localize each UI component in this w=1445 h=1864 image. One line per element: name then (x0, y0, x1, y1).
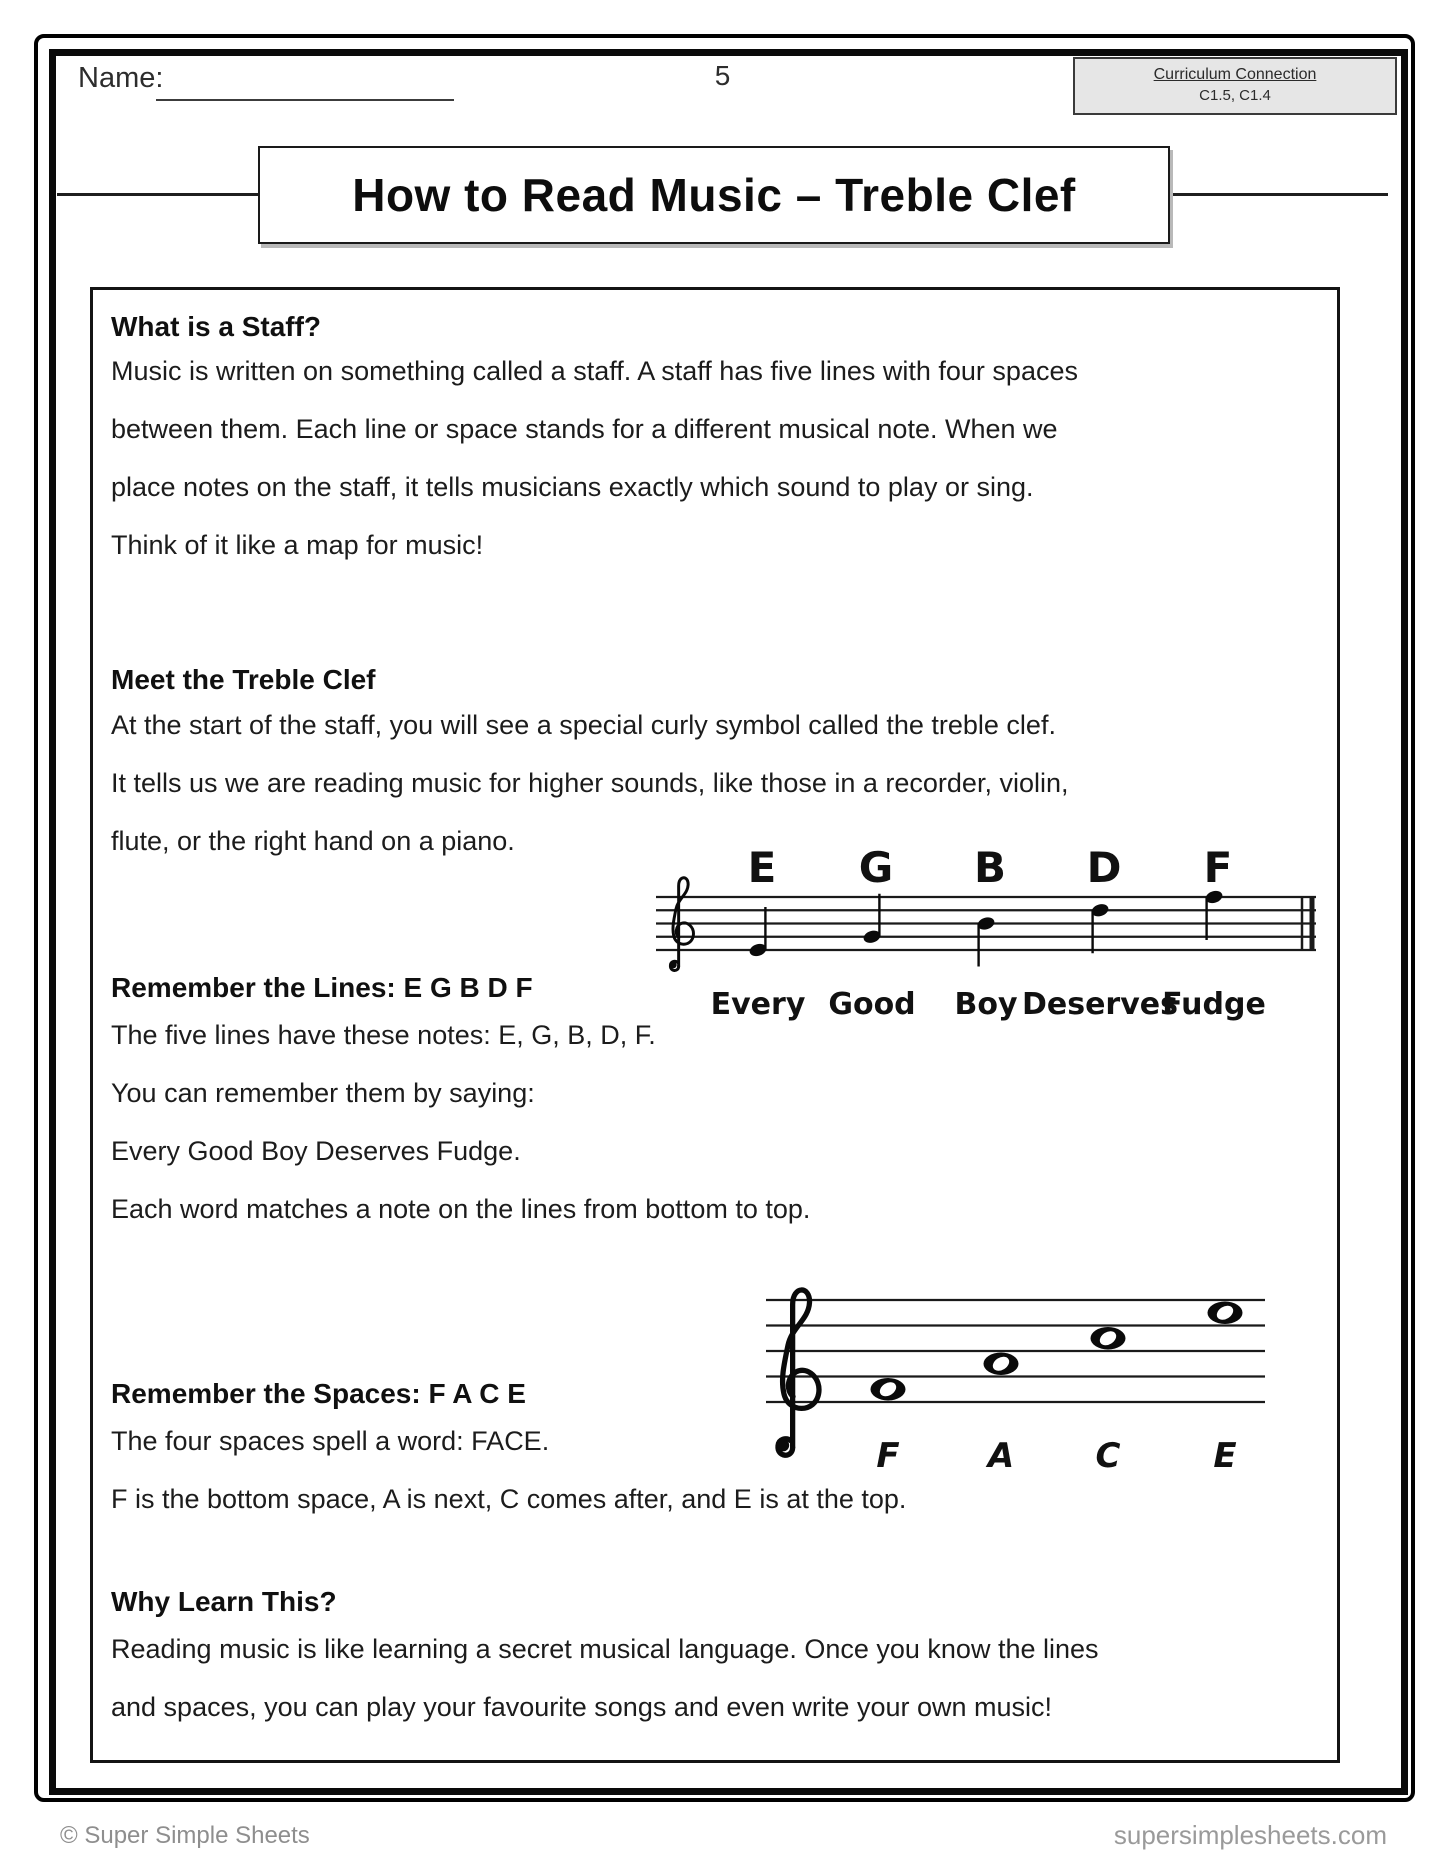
heading-what-is-a-staff: What is a Staff? (111, 311, 322, 342)
text-line: flute, or the right hand on a piano. (111, 826, 515, 856)
quarter-note-G (862, 894, 882, 945)
page-number: 5 (714, 60, 731, 91)
text-line: It tells us we are reading music for higher sounds, like those in a recorder, violin, (111, 768, 1069, 798)
text-line: place notes on the staff, it tells musicians exactly which sound to play or sing. (111, 472, 1034, 502)
footer-website: supersimplesheets.com (1113, 1820, 1387, 1850)
paragraph-why-learn-this (111, 1620, 1099, 1736)
page-title: How to Read Music – Treble Clef (352, 169, 1076, 221)
text-line: between them. Each line or space stands for a different musical note. When we (111, 414, 1058, 444)
note-letter-F: F (876, 1436, 900, 1476)
paragraph-remember-the-lines (111, 1006, 810, 1238)
mnemonic-word: Fudge (1162, 987, 1266, 1022)
text-line: Each word matches a note on the lines from bottom to top. (111, 1194, 811, 1224)
heading-meet-the-treble-clef: Meet the Treble Clef (111, 664, 376, 695)
note-letter-C: C (1095, 1436, 1121, 1476)
quarter-note-D (1090, 902, 1110, 953)
mnemonic-word: Boy (954, 987, 1018, 1022)
text-line: The four spaces spell a word: FACE. (111, 1426, 550, 1456)
name-blank-line (156, 99, 454, 101)
title-box (258, 146, 1170, 244)
text-line: At the start of the staff, you will see a special curly symbol called the treble clef. (111, 710, 1056, 740)
text-line: You can remember them by saying: (111, 1078, 535, 1108)
whole-note-F (871, 1378, 906, 1400)
note-letter-D: D (1086, 843, 1122, 892)
footer-copyright: © Super Simple Sheets (60, 1822, 310, 1849)
quarter-note-F (1204, 889, 1224, 940)
text-line: Think of it like a map for music! (111, 530, 484, 560)
note-letter-A: A (987, 1436, 1015, 1476)
mnemonic-word: Deserves (1021, 987, 1179, 1022)
content-box (90, 287, 1340, 1763)
whole-note-E (1208, 1302, 1243, 1324)
name-label: Name: (78, 62, 164, 94)
note-letter-E: E (1213, 1436, 1237, 1476)
whole-note-A (984, 1353, 1019, 1375)
heading-why-learn-this: Why Learn This? (111, 1586, 337, 1617)
mnemonic-word: Every (710, 987, 806, 1022)
treble-clef-icon (670, 878, 694, 971)
heading-remember-the-spaces: Remember the Spaces: F A C E (111, 1378, 526, 1409)
text-line: Every Good Boy Deserves Fudge. (111, 1136, 521, 1166)
heading-remember-the-lines: Remember the Lines: E G B D F (111, 972, 533, 1003)
text-line: The five lines have these notes: E, G, B, D, F. (111, 1020, 656, 1050)
curriculum-connection-title: Curriculum Connection (1153, 66, 1317, 83)
curriculum-connection-box (1073, 57, 1397, 115)
note-letter-B: B (973, 843, 1007, 892)
note-letter-G: G (858, 843, 894, 892)
quarter-note-B (976, 915, 996, 966)
curriculum-connection-codes: C1.5, C1.4 (1199, 87, 1271, 104)
note-letter-F: F (1203, 843, 1233, 892)
whole-note-C (1091, 1327, 1126, 1349)
note-letter-E: E (747, 843, 777, 892)
text-line: F is the bottom space, A is next, C comes after, and E is at the top. (111, 1484, 907, 1514)
paragraph-remember-the-spaces (111, 1412, 906, 1528)
mnemonic-word: Good (828, 987, 916, 1022)
paragraph-what-is-a-staff (111, 342, 1078, 574)
text-line: Music is written on something called a staff. A staff has five lines with four spaces (111, 356, 1078, 386)
text-line: Reading music is like learning a secret musical language. Once you know the lines (111, 1634, 1099, 1664)
quarter-note-E (748, 907, 768, 958)
text-line: and spaces, you can play your favourite songs and even write your own music! (111, 1692, 1053, 1722)
